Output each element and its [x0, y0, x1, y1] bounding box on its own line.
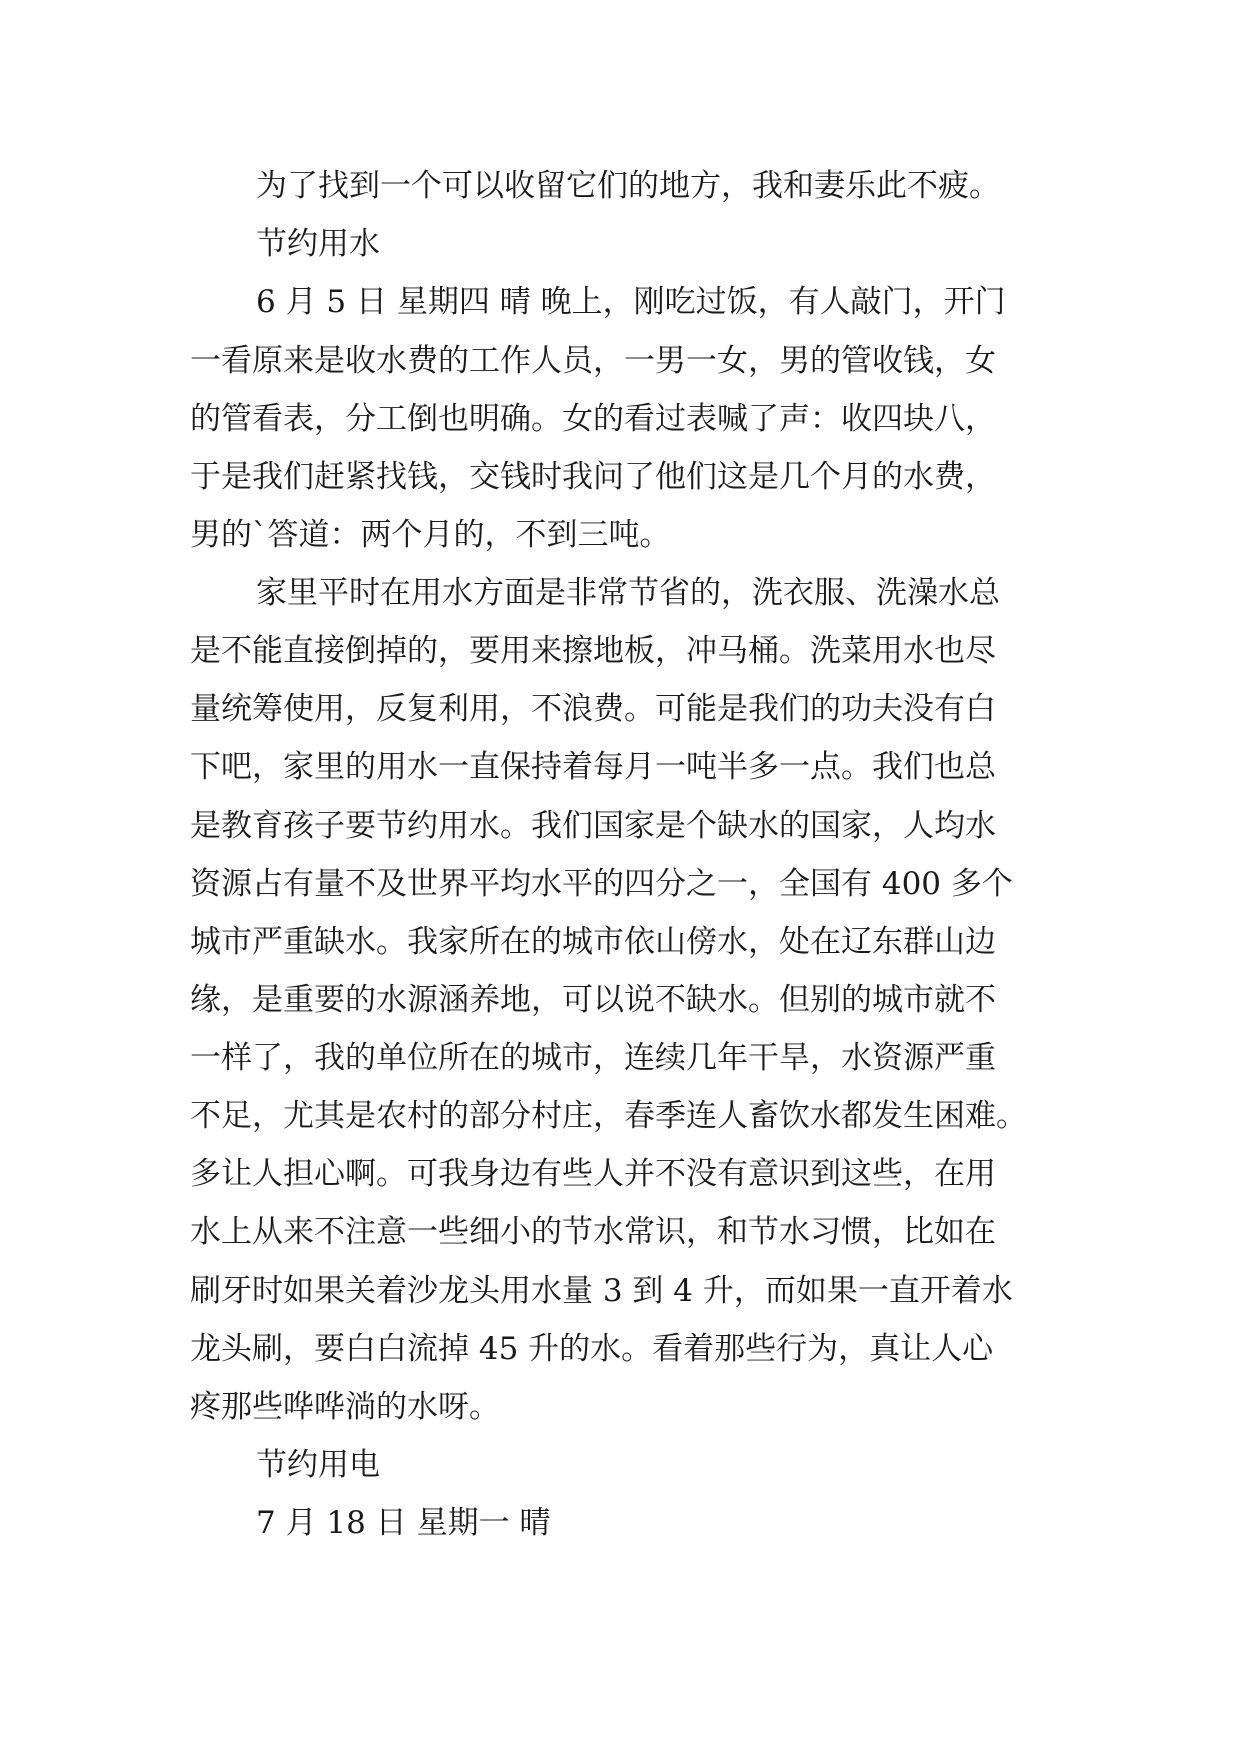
paragraph-line: 是不能直接倒掉的，要用来擦地板，冲马桶。洗菜用水也尽 [190, 633, 996, 669]
paragraph-line: 一看原来是收水费的工作人员，一男一女，男的管收钱，女 [190, 343, 996, 379]
paragraph-line: 男的`答道：两个月的，不到三吨。 [190, 517, 671, 553]
paragraph-line: 多让人担心啊。可我身边有些人并不没有意识到这些，在用 [190, 1156, 996, 1192]
paragraph-line: 下吧，家里的用水一直保持着每月一吨半多一点。我们也总 [190, 749, 996, 785]
diary-entry-date-line: 6 月 5 日 星期四 晴 晚上，刚吃过饭，有人敲门，开门 [256, 284, 1006, 320]
section-heading: 节约用水 [256, 226, 380, 262]
paragraph-line: 龙头刷，要白白流掉 45 升的水。看着那些行为，真让人心 [190, 1331, 994, 1367]
paragraph-line: 的管看表，分工倒也明确。女的看过表喊了声：收四块八， [190, 401, 996, 437]
paragraph-line: 缘，是重要的水源涵养地，可以说不缺水。但别的城市就不 [190, 982, 996, 1018]
paragraph-line: 水上从来不注意一些细小的节水常识，和节水习惯，比如在 [190, 1214, 996, 1250]
paragraph-line: 一样了，我的单位所在的城市，连续几年干旱，水资源严重 [190, 1040, 996, 1076]
diary-entry-date-line: 7 月 18 日 星期一 晴 [256, 1505, 551, 1541]
paragraph-line: 不足，尤其是农村的部分村庄，春季连人畜饮水都发生困难。 [190, 1098, 1027, 1134]
paragraph-line: 资源占有量不及世界平均水平的四分之一，全国有 400 多个 [190, 866, 1013, 902]
paragraph-line: 为了找到一个可以收留它们的地方，我和妻乐此不疲。 [256, 168, 1000, 204]
paragraph-line: 疼那些哗哗淌的水呀。 [190, 1389, 500, 1425]
paragraph-line: 家里平时在用水方面是非常节省的，洗衣服、洗澡水总 [256, 575, 1000, 611]
paragraph-line: 城市严重缺水。我家所在的城市依山傍水，处在辽东群山边 [190, 924, 996, 960]
section-heading: 节约用电 [256, 1447, 380, 1483]
paragraph-line: 是教育孩子要节约用水。我们国家是个缺水的国家，人均水 [190, 808, 996, 844]
paragraph-line: 于是我们赶紧找钱，交钱时我问了他们这是几个月的水费， [190, 459, 996, 495]
paragraph-line: 刷牙时如果关着沙龙头用水量 3 到 4 升，而如果一直开着水 [190, 1273, 1013, 1309]
paragraph-line: 量统筹使用，反复利用，不浪费。可能是我们的功夫没有白 [190, 691, 996, 727]
